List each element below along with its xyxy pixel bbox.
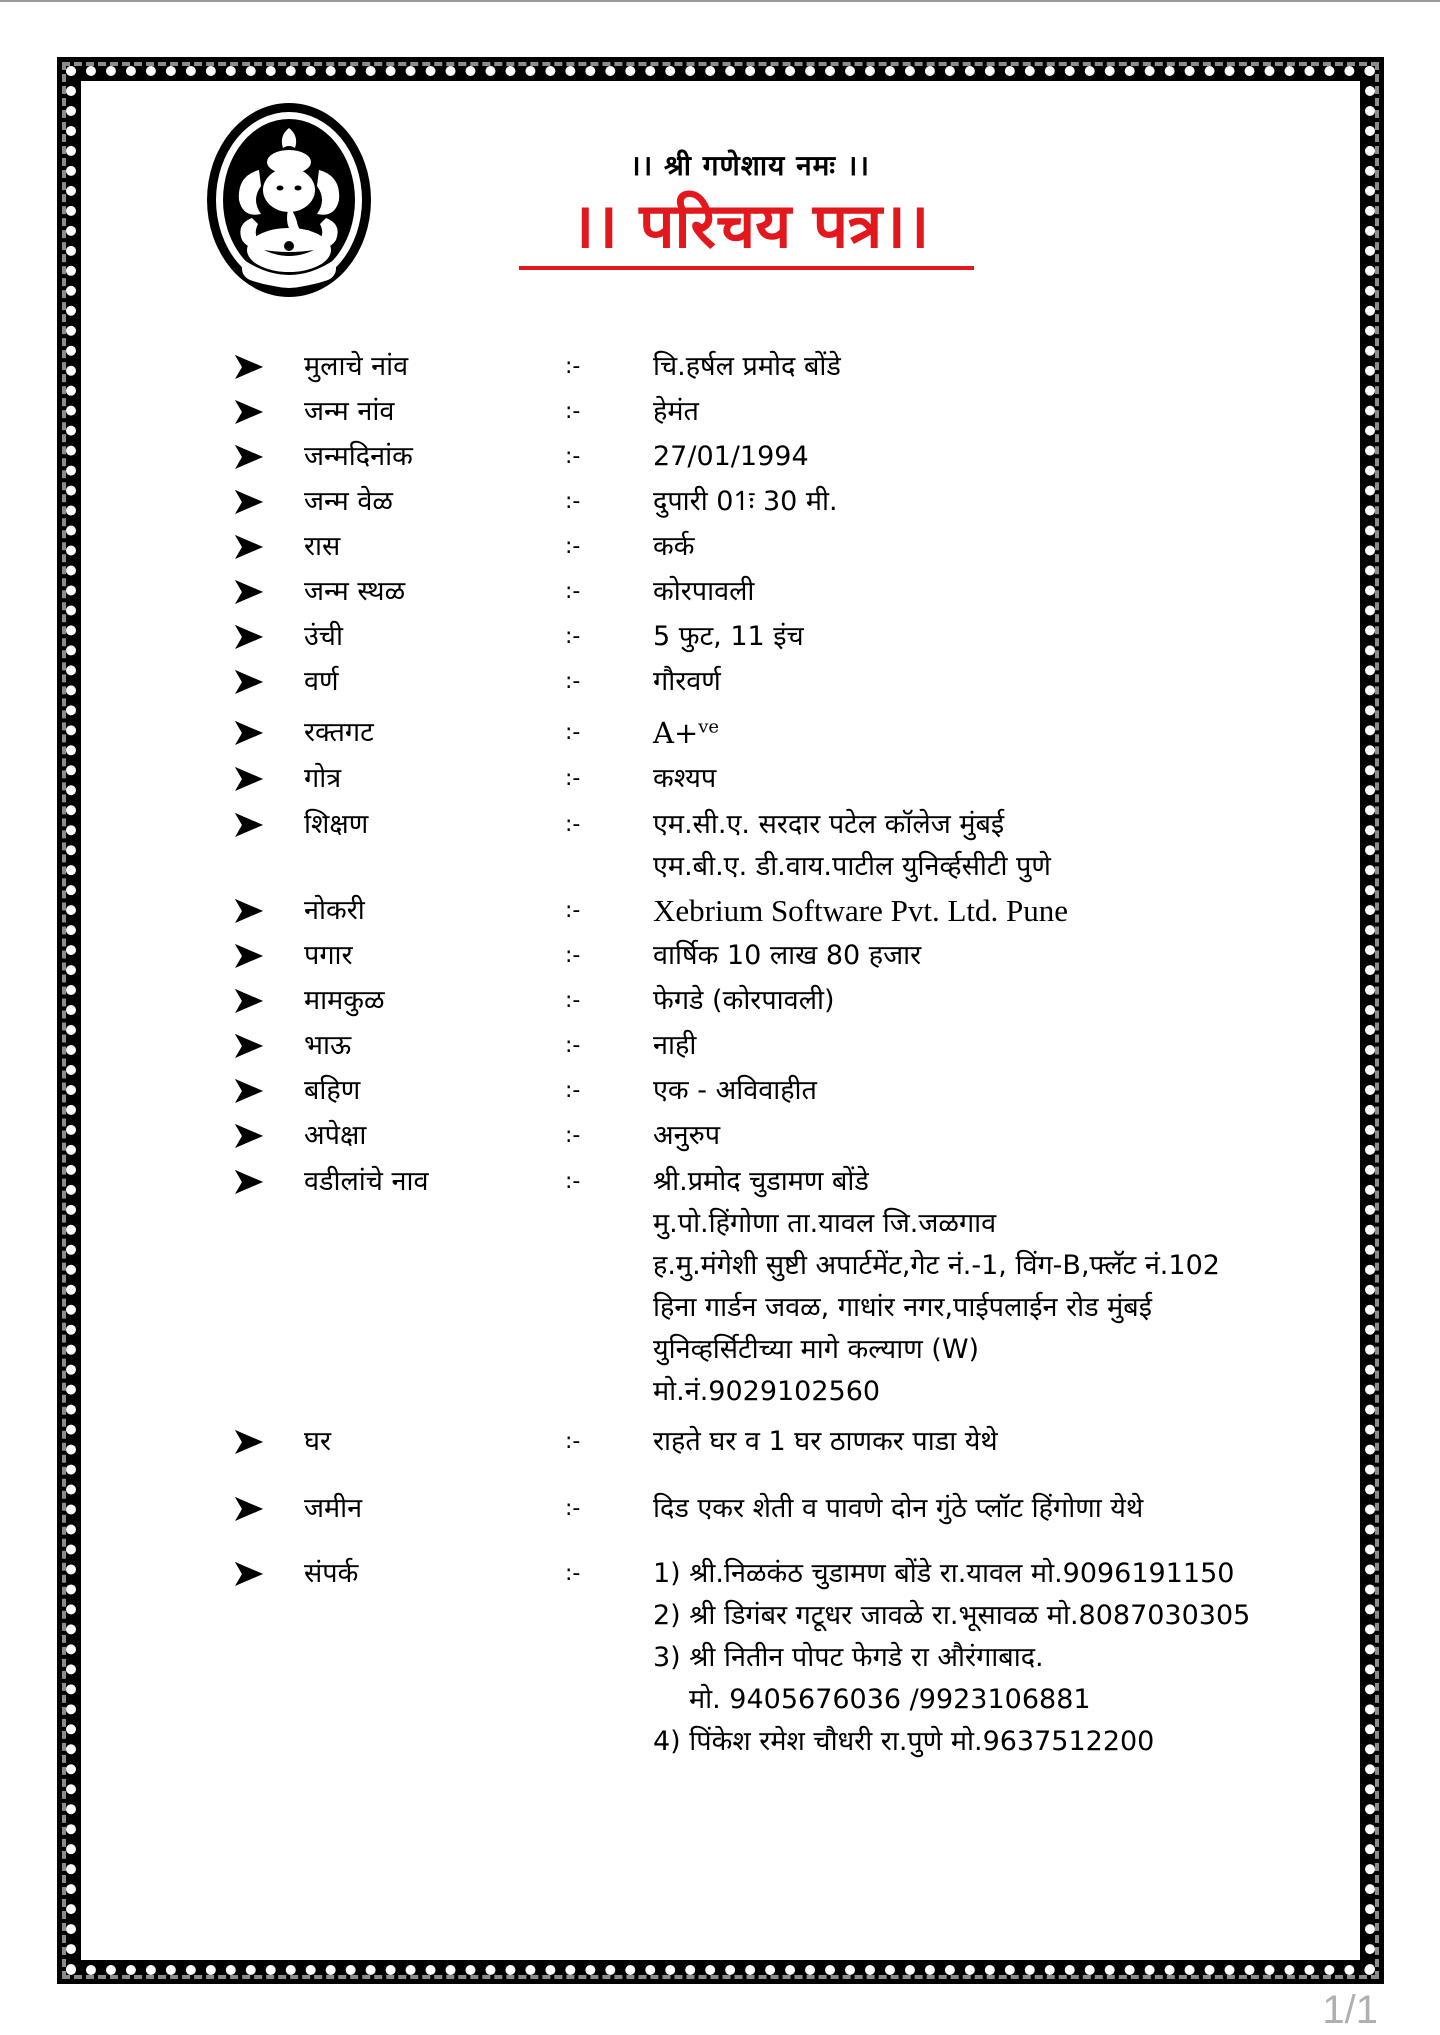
detail-separator: :-	[565, 898, 581, 923]
detail-value-line: मो. 9405676036 /9923106881	[689, 1684, 1091, 1715]
detail-separator: :-	[565, 579, 581, 604]
detail-separator: :-	[565, 1123, 581, 1148]
detail-separator: :-	[565, 399, 581, 424]
detail-label: जन्म वेळ	[304, 486, 393, 517]
detail-value-line: मो.नं.9029102560	[653, 1376, 881, 1407]
detail-label: जन्म नांव	[304, 396, 395, 427]
detail-label: मुलाचे नांव	[304, 351, 409, 382]
arrow-bullet-icon	[233, 571, 265, 613]
invocation-heading: ।। श्री गणेशाय नमः ।।	[630, 149, 870, 182]
detail-value-line: मु.पो.हिंगोणा ता.यावल जि.जळगाव	[653, 1208, 997, 1239]
page-title: ।। परिचय पत्र।।	[570, 189, 930, 262]
detail-value-text: एक - अविवाहीत	[653, 1075, 817, 1106]
detail-label: जन्मदिनांक	[304, 441, 413, 472]
arrow-bullet-icon	[233, 616, 265, 658]
detail-value-text: कर्क	[653, 531, 695, 562]
detail-value	[653, 1025, 696, 1067]
detail-value-superscript: ve	[698, 716, 720, 738]
arrow-bullet-icon	[233, 1025, 265, 1067]
detail-label: रक्तगट	[304, 717, 374, 748]
detail-separator: :-	[565, 1169, 581, 1194]
arrow-bullet-icon	[233, 391, 265, 433]
detail-separator: :-	[565, 354, 581, 379]
detail-separator: :-	[565, 489, 581, 514]
detail-value	[653, 890, 1068, 932]
detail-label: पगार	[304, 940, 353, 971]
detail-value	[653, 481, 838, 523]
detail-value-text: चि.हर्षल प्रमोद बोंडे	[653, 351, 841, 382]
arrow-bullet-icon	[233, 758, 265, 800]
arrow-bullet-icon	[233, 890, 265, 932]
detail-value-text: दुपारी 01ः 30 मी.	[653, 486, 838, 517]
detail-value-text: 5 फुट, 11 इंच	[653, 621, 804, 652]
detail-value-line: एम.सी.ए. सरदार पटेल कॉलेज मुंबई	[653, 809, 1005, 840]
detail-value-line: ह.मु.मंगेशी सुष्टी अपार्टमेंट,गेट नं.-1, विंग-B,फ्लॅट नं.102	[653, 1250, 1220, 1281]
detail-separator: :-	[565, 1429, 581, 1454]
detail-value	[653, 804, 1051, 888]
detail-label: गोत्र	[304, 763, 342, 794]
detail-value	[653, 661, 721, 703]
arrow-bullet-icon	[233, 712, 265, 754]
detail-label: भाऊ	[304, 1030, 352, 1061]
detail-value	[653, 980, 835, 1022]
arrow-bullet-icon	[233, 1161, 265, 1203]
detail-value	[653, 1488, 1143, 1530]
detail-value	[653, 1115, 720, 1157]
detail-value	[653, 1553, 1250, 1763]
detail-label: संपर्क	[304, 1558, 359, 1589]
detail-label: उंची	[304, 621, 343, 652]
arrow-bullet-icon	[233, 980, 265, 1022]
detail-value-text: A+	[653, 716, 699, 750]
detail-label: नोकरी	[304, 895, 365, 926]
detail-separator: :-	[565, 534, 581, 559]
detail-separator: :-	[565, 1496, 581, 1521]
detail-value-text: वार्षिक 10 लाख 80 हजार	[653, 940, 922, 971]
detail-value	[653, 935, 921, 977]
detail-value-line: एम.बी.ए. डी.वाय.पाटील युनिर्व्हसीटी पुणे	[653, 851, 1051, 882]
detail-value-line: 1) श्री.निळकंठ चुडामण बोंडे रा.यावल मो.9096191150	[653, 1558, 1235, 1589]
arrow-bullet-icon	[233, 1488, 265, 1530]
arrow-bullet-icon	[233, 804, 265, 846]
detail-label: वडीलांचे नाव	[304, 1166, 429, 1197]
detail-separator: :-	[565, 444, 581, 469]
arrow-bullet-icon	[233, 1115, 265, 1157]
detail-value-line: 2) श्री डिगंबर गटूधर जावळे रा.भूसावळ मो.8087030305	[653, 1600, 1251, 1631]
page-number: 1/1	[1322, 1988, 1378, 2032]
detail-value	[653, 391, 699, 433]
detail-separator: :-	[565, 669, 581, 694]
detail-value-text: Xebrium Software Pvt. Ltd. Pune	[653, 893, 1069, 928]
detail-separator: :-	[565, 766, 581, 791]
detail-value-line: 3) श्री नितीन पोपट फेगडे रा औरंगाबाद.	[653, 1642, 1044, 1673]
arrow-bullet-icon	[233, 526, 265, 568]
detail-label: अपेक्षा	[304, 1120, 367, 1151]
detail-separator: :-	[565, 1078, 581, 1103]
arrow-bullet-icon	[233, 1421, 265, 1463]
detail-label: रास	[304, 531, 341, 562]
detail-value-line: हिना गार्डन जवळ, गाधांर नगर,पाईपलाईन रोड मुंबई	[653, 1292, 1152, 1323]
detail-value-line: युनिव्हर्सिटीच्या मागे कल्याण (W)	[653, 1334, 980, 1365]
detail-value-line: 4) पिंकेश रमेश चौधरी रा.पुणे मो.9637512200	[653, 1726, 1155, 1757]
detail-separator: :-	[565, 720, 581, 745]
arrow-bullet-icon	[233, 935, 265, 977]
detail-value	[653, 712, 719, 754]
detail-label: घर	[304, 1426, 331, 1457]
detail-value-text: राहते घर व 1 घर ठाणकर पाडा येथे	[653, 1426, 998, 1457]
detail-value-text: दिड एकर शेती व पावणे दोन गुंठे प्लॉट हिंगोणा येथे	[653, 1493, 1144, 1524]
arrow-bullet-icon	[233, 481, 265, 523]
ganesha-emblem-icon	[204, 100, 374, 300]
detail-value-text: अनुरुप	[653, 1120, 721, 1151]
arrow-bullet-icon	[233, 1553, 265, 1595]
arrow-bullet-icon	[233, 1070, 265, 1112]
detail-value-text: कश्यप	[653, 763, 717, 794]
detail-value	[653, 616, 804, 658]
detail-value-text: फेगडे (कोरपावली)	[653, 985, 835, 1016]
detail-value	[653, 758, 716, 800]
detail-value	[653, 436, 809, 478]
detail-label: मामकुळ	[304, 985, 385, 1016]
detail-separator: :-	[565, 1033, 581, 1058]
detail-value-text: नाही	[653, 1030, 697, 1061]
detail-label: शिक्षण	[304, 809, 369, 840]
detail-separator: :-	[565, 943, 581, 968]
top-rule	[0, 0, 1440, 2]
detail-value-text: हेमंत	[653, 396, 699, 427]
detail-separator: :-	[565, 1561, 581, 1586]
detail-value	[653, 571, 754, 613]
detail-separator: :-	[565, 812, 581, 837]
detail-value	[653, 1070, 817, 1112]
detail-value-text: कोरपावली	[653, 576, 755, 607]
detail-label: जमीन	[304, 1493, 363, 1524]
detail-value-text: गौरवर्ण	[653, 666, 721, 697]
title-underline	[519, 266, 974, 270]
detail-label: बहिण	[304, 1075, 361, 1106]
detail-separator: :-	[565, 624, 581, 649]
detail-value	[653, 346, 841, 388]
detail-label: जन्म स्थळ	[304, 576, 406, 607]
detail-value	[653, 526, 694, 568]
detail-value	[653, 1421, 998, 1463]
detail-value-line: श्री.प्रमोद चुडामण बोंडे	[653, 1166, 869, 1197]
arrow-bullet-icon	[233, 661, 265, 703]
detail-value-text: 27/01/1994	[653, 441, 809, 472]
detail-separator: :-	[565, 988, 581, 1013]
detail-value	[653, 1161, 1220, 1413]
arrow-bullet-icon	[233, 436, 265, 478]
detail-label: वर्ण	[304, 666, 339, 697]
arrow-bullet-icon	[233, 346, 265, 388]
